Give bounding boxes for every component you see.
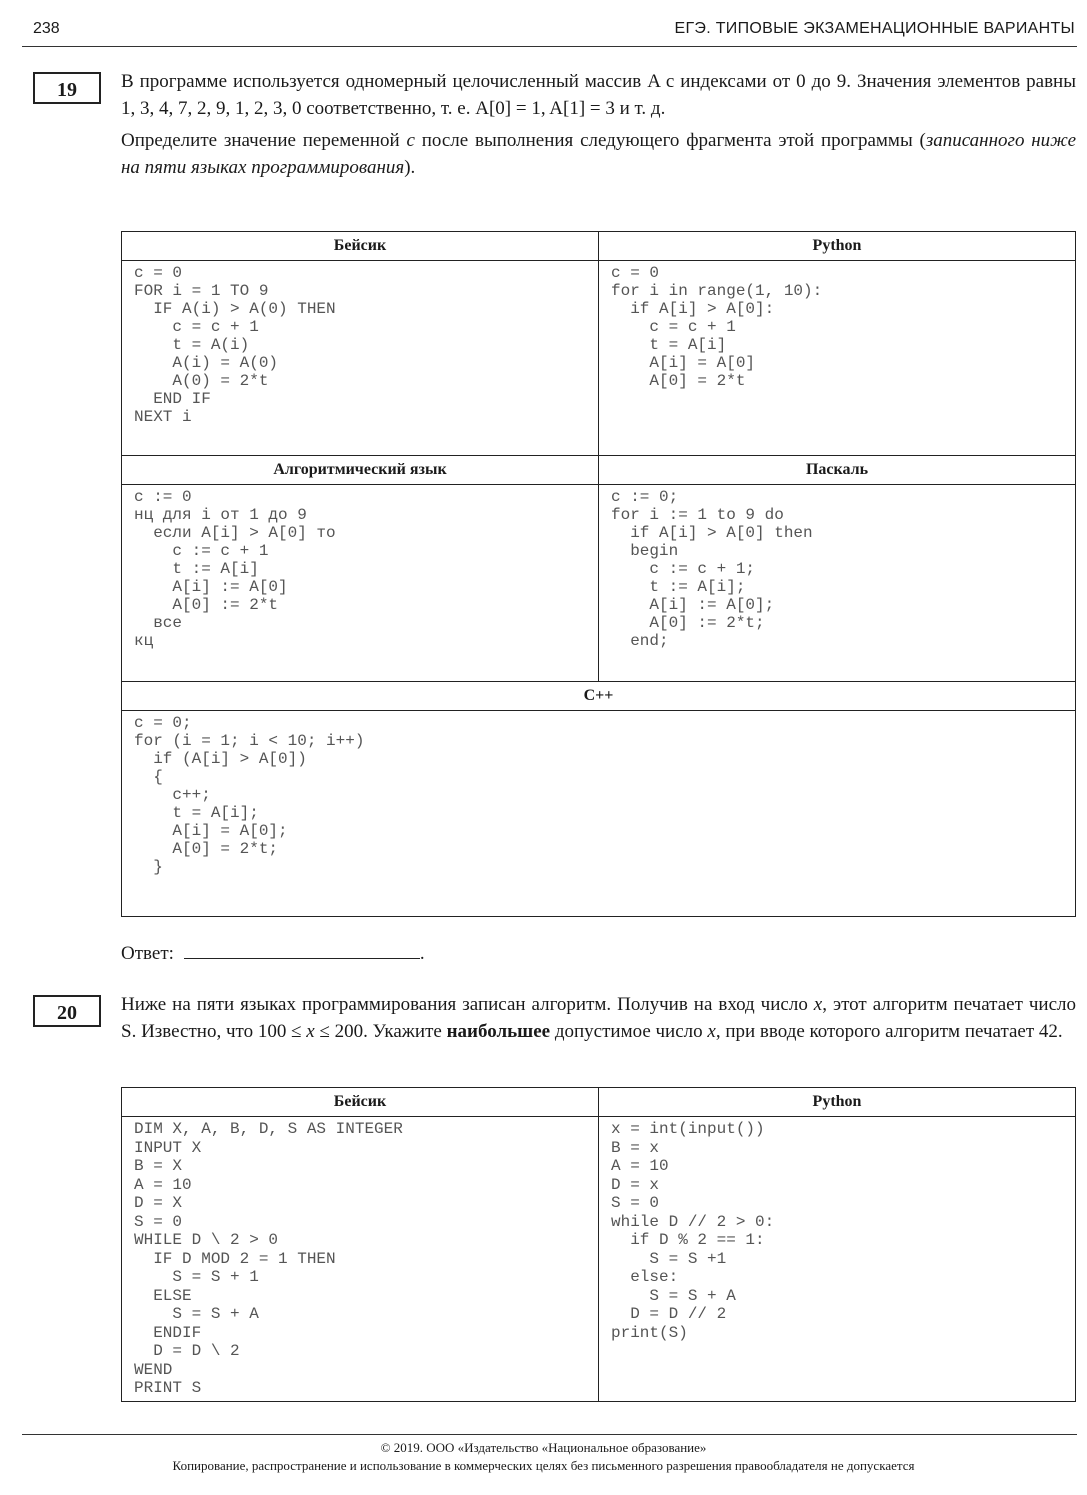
algo-code: c := 0 нц для i от 1 до 9 если A[i] > A[0] то c := c + 1 t := A[i] A[i] := A[0] A[0] := 2*t все кц (134, 488, 336, 650)
question-20-number: 20 (33, 995, 101, 1027)
question-19-number: 19 (33, 72, 101, 104)
footer-divider (22, 1434, 1077, 1435)
footer-notice: Копирование, распространение и использование в коммерческих целях без письменного разрешения правообладателя не допускается (172, 1458, 915, 1473)
question-20-code-table (121, 1087, 1076, 1402)
footer-copyright: © 2019. ООО «Издательство «Национальное образование» (380, 1440, 707, 1455)
python-header: Python (599, 232, 1076, 261)
basic-header: Бейсик (122, 232, 599, 261)
answer-field[interactable] (184, 940, 420, 959)
python-code: c = 0 for i in range(1, 10): if A[i] > A[0]: c = c + 1 t = A[i] A[i] = A[0] A[0] = 2*t (611, 264, 823, 390)
cpp-header: С++ (122, 682, 1076, 711)
pascal-header: Паскаль (599, 456, 1076, 485)
question-19-para2: Определите значение переменной c после выполнения следующего фрагмента этой программы (записанного ниже на пяти языках программирования). (121, 130, 1077, 178)
page-number: 238 (33, 20, 60, 37)
pascal-code: c := 0; for i := 1 to 9 do if A[i] > A[0] then begin c := c + 1; t := A[i]; A[i] := A[0]; A[0] := 2*t; end; (611, 488, 813, 650)
variable-c: c (406, 130, 415, 151)
question-19-para1: В программе используется одномерный целочисленный массив A с индексами от 0 до 9. Значения элементов равны 1, 3, 4, 7, 2, 9, 1, 2, 3, 0 соответственно, т. е. A[0] = 1, A[1] = 3 и т. д. (121, 71, 1076, 119)
answer-label: Ответ: (121, 943, 174, 964)
basic-code-20: DIM X, A, B, D, S AS INTEGER INPUT X B = X A = 10 D = X S = 0 WHILE D \ 2 > 0 IF D MOD 2 = 1 THEN S = S + 1 ELSE S = S + A ENDIF D = D \ 2 WEND PRINT S (134, 1120, 403, 1397)
question-19-code-table (121, 231, 1076, 917)
python-code-20: x = int(input()) B = x A = 10 D = x S = 0 while D // 2 > 0: if D % 2 == 1: S = S +1 else: S = S + A D = D // 2 print(S) (611, 1120, 775, 1342)
answer-line: Ответ: . (121, 940, 425, 965)
italic-note: записанного ниже на пяти языках программирования (121, 130, 1077, 178)
python-header-20: Python (599, 1088, 1076, 1117)
header-divider (22, 46, 1077, 47)
question-19-text (121, 68, 1076, 181)
question-20-text: Ниже на пяти языках программирования записан алгоритм. Получив на вход число x, этот алгоритм печатает число S. Известно, что 100 ≤ x ≤ 200. Укажите наибольшее допустимое число x, при вводе которого алгоритм печатает 42. (121, 994, 1077, 1042)
running-title: ЕГЭ. ТИПОВЫЕ ЭКЗАМЕНАЦИОННЫЕ ВАРИАНТЫ (674, 20, 1075, 37)
basic-header-20: Бейсик (122, 1088, 599, 1117)
emphasis-largest: наибольшее (446, 1021, 551, 1042)
cpp-code: c = 0; for (i = 1; i < 10; i++) if (A[i] > A[0]) { c++; t = A[i]; A[i] = A[0]; A[0] = 2*t; } (134, 714, 365, 876)
algo-header: Алгоритмический язык (122, 456, 599, 485)
basic-code: c = 0 FOR i = 1 TO 9 IF A(i) > A(0) THEN c = c + 1 t = A(i) A(i) = A(0) A(0) = 2*t END IF NEXT i (134, 264, 336, 426)
